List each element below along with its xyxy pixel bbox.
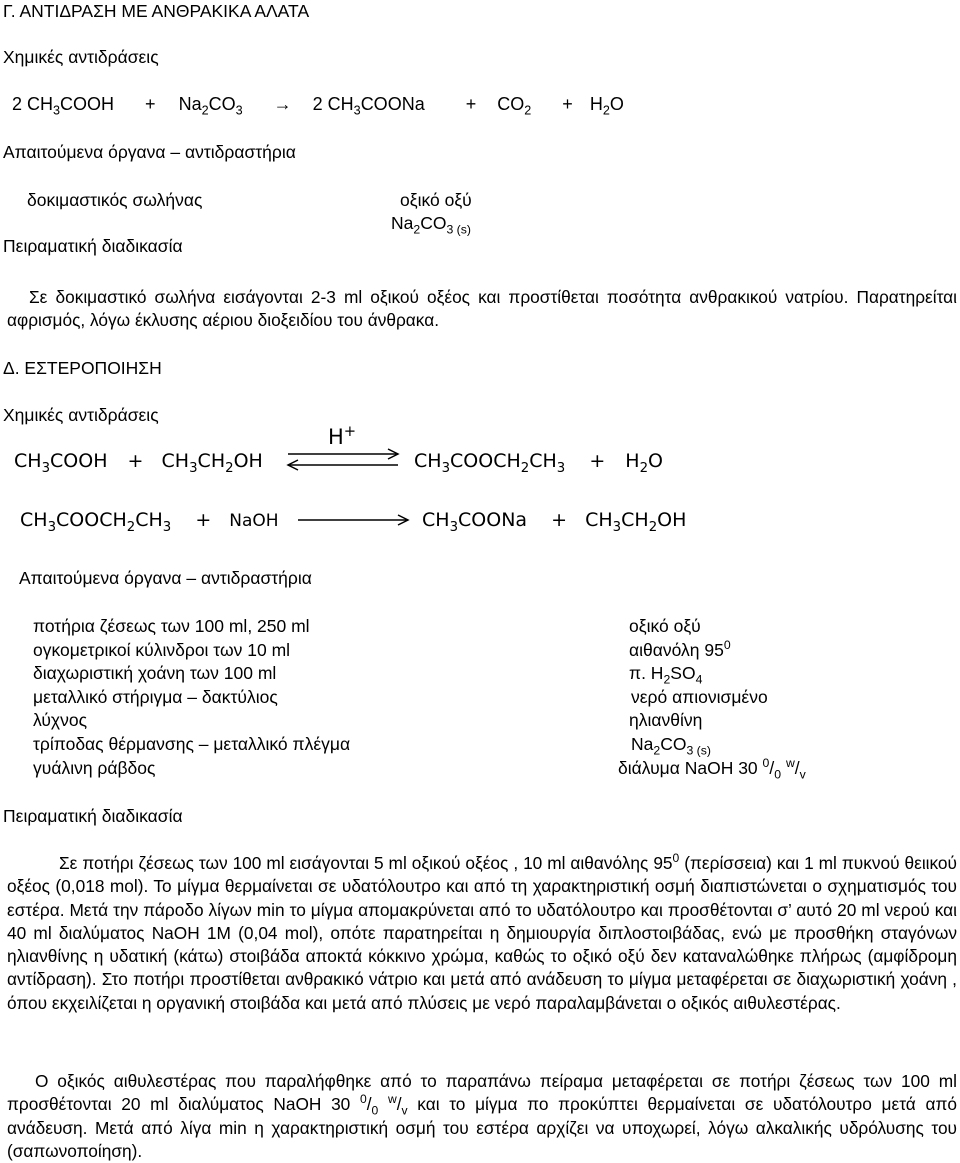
section-d-reactions-heading: Χημικές αντιδράσεις (3, 405, 159, 425)
list-item: τρίποδας θέρμανσης – μεταλλικό πλέγμα (33, 733, 351, 754)
ester-eq1-products: $CH_3COOCH_2CH_3 + H_2O$ (414, 450, 664, 476)
list-item: γυάλινη ράβδος (33, 757, 156, 778)
list-item: διαχωριστική χοάνη των 100 ml (33, 663, 277, 684)
list-item: αιθανόλη $95^0$ (629, 637, 731, 660)
ester-eq2-products: $CH_3COONa + CH_3CH_2OH$ (422, 509, 687, 535)
ester-eq1-reactants: $CH_3COOH + CH_3CH_2OH$ (14, 450, 263, 476)
list-item: μεταλλικό στήριγμα – δακτύλιος (33, 686, 278, 707)
reagents-list (618, 615, 806, 780)
section-d-procedure-paragraph-1: Σε ποτήρι ζέσεως των 100 ml εισάγονται 5 ml οξικού οξέος , 10 ml αιθανόλης $95^0$ (περίσσεια) και 1 ml πυκνού θειικού οξέος (0,018 mol). Το μίγμα θερμαίνεται σε υδατόλουτρο και από τη χαρακτηριστική οσμή διαπιστώνεται ο σχηματισμός του εστέρα. Μετά την πάροδο λίγων min το μίγμα απομακρύνεται από το υδατόλουτρο και προσθέτονται σ’ αυτό 20 ml νερού και 40 ml διαλύματος NaOH 1M (0,04 mol), οπότε παρατηρείται η δημιουργία διπλοστοιβάδας, ενώ με προσθήκη σταγόνων ηλιανθίνης η υδατική (κάτω) στοιβάδα αποκτά κόκκινο χρώμα, καθώς το οξικό οξύ δεν καταναλώθηκε πλήρως (αμφίδρομη αντίδραση). Στο ποτήρι προστίθεται ανθρακικό νάτριο και μετά από ανάδευση το μίγμα μεταφέρεται σε διαχωριστική χοάνη , όπου εκχειλίζεται η οργανική στοιβάδα και μετά από πλύσεις με νερό παραλαμβάνεται ο οξικός αιθυλεστέρας. (7, 851, 957, 1013)
section-g-equipment-heading: Απαιτούμενα όργανα – αντιδραστήρια (3, 142, 296, 162)
equilibrium-arrows-icon (284, 448, 404, 472)
section-g-equip-left: δοκιμαστικός σωλήνας (27, 190, 203, 210)
section-g-procedure-heading: Πειραματική διαδικασία (3, 236, 183, 256)
list-item: ογκομετρικοί κύλινδροι των 10 ml (33, 639, 291, 660)
catalyst-label: H+ (328, 423, 357, 449)
equipment-list (33, 615, 350, 780)
list-item: π. $H_2SO_4$ (629, 663, 703, 687)
section-d-procedure-paragraph-2: Ο οξικός αιθυλεστέρας που παραλήφθηκε από το παραπάνω πείραμα μεταφέρεται σε ποτήρι ζέσεως των 100 ml προσθέτονται 20 ml διαλύματος NaOH 30 $^0/_0$ $^w/_v$ και το μίγμα πο προκύπτει θερμαίνεται σε υδατόλουτρο μετά από ανάδευση. Μετά από λίγα min η χαρακτηριστική οσμή του εστέρα αρχίζει να υποχωρεί, λόγω αλκαλικής υδρόλυσης του (σαπωνοποίηση). (7, 1071, 957, 1161)
list-item: λύχνος (33, 710, 88, 731)
section-g-title: Γ. ΑΝΤΙΔΡΑΣΗ ΜΕ ΑΝΘΡΑΚΙΚΑ ΑΛΑΤΑ (3, 1, 310, 21)
reaction-arrow-icon (296, 513, 414, 527)
ester-eq2-reactants: $CH_3COOCH_2CH_3$ + NaOH (20, 509, 279, 535)
section-d-title: Δ. ΕΣΤΕΡΟΠΟΙΗΣΗ (3, 358, 162, 378)
section-g-equip-right-1: οξικό οξύ (400, 190, 472, 210)
list-item: ποτήρια ζέσεως των 100 ml, 250 ml (33, 616, 310, 636)
list-item: διάλυμα NaOH 30 $^0/_0$ $^w/_v$ (618, 755, 806, 782)
section-g-equip-right-2: $Na_2CO_{3 (s)}$ (391, 213, 471, 237)
section-d-procedure-heading: Πειραματική διαδικασία (3, 806, 183, 826)
list-item: $Na_2CO_{3 (s)}$ (631, 733, 711, 758)
list-item: νερό απιονισμένο (631, 686, 768, 707)
section-d-equipment-heading: Απαιτούμενα όργανα – αντιδραστήρια (19, 568, 312, 588)
section-g-reactions-heading: Χημικές αντιδράσεις (3, 47, 159, 67)
equation-carbonate: 2 $CH_3COOH + Na_2CO_3 \to 2$ $CH_3COONa + CO_2 + H_2O$ (12, 94, 624, 118)
section-g-procedure-text: Σε δοκιμαστικό σωλήνα εισάγονται 2-3 ml οξικού οξέος και προστίθεται ποσότητα ανθρακικού νατρίου. Παρατηρείται αφρισμός, λόγω έκλυσης αέριου διοξειδίου του άνθρακα. (7, 287, 957, 331)
list-item: ηλιανθίνη (629, 710, 703, 731)
list-item: οξικό οξύ (629, 616, 701, 636)
